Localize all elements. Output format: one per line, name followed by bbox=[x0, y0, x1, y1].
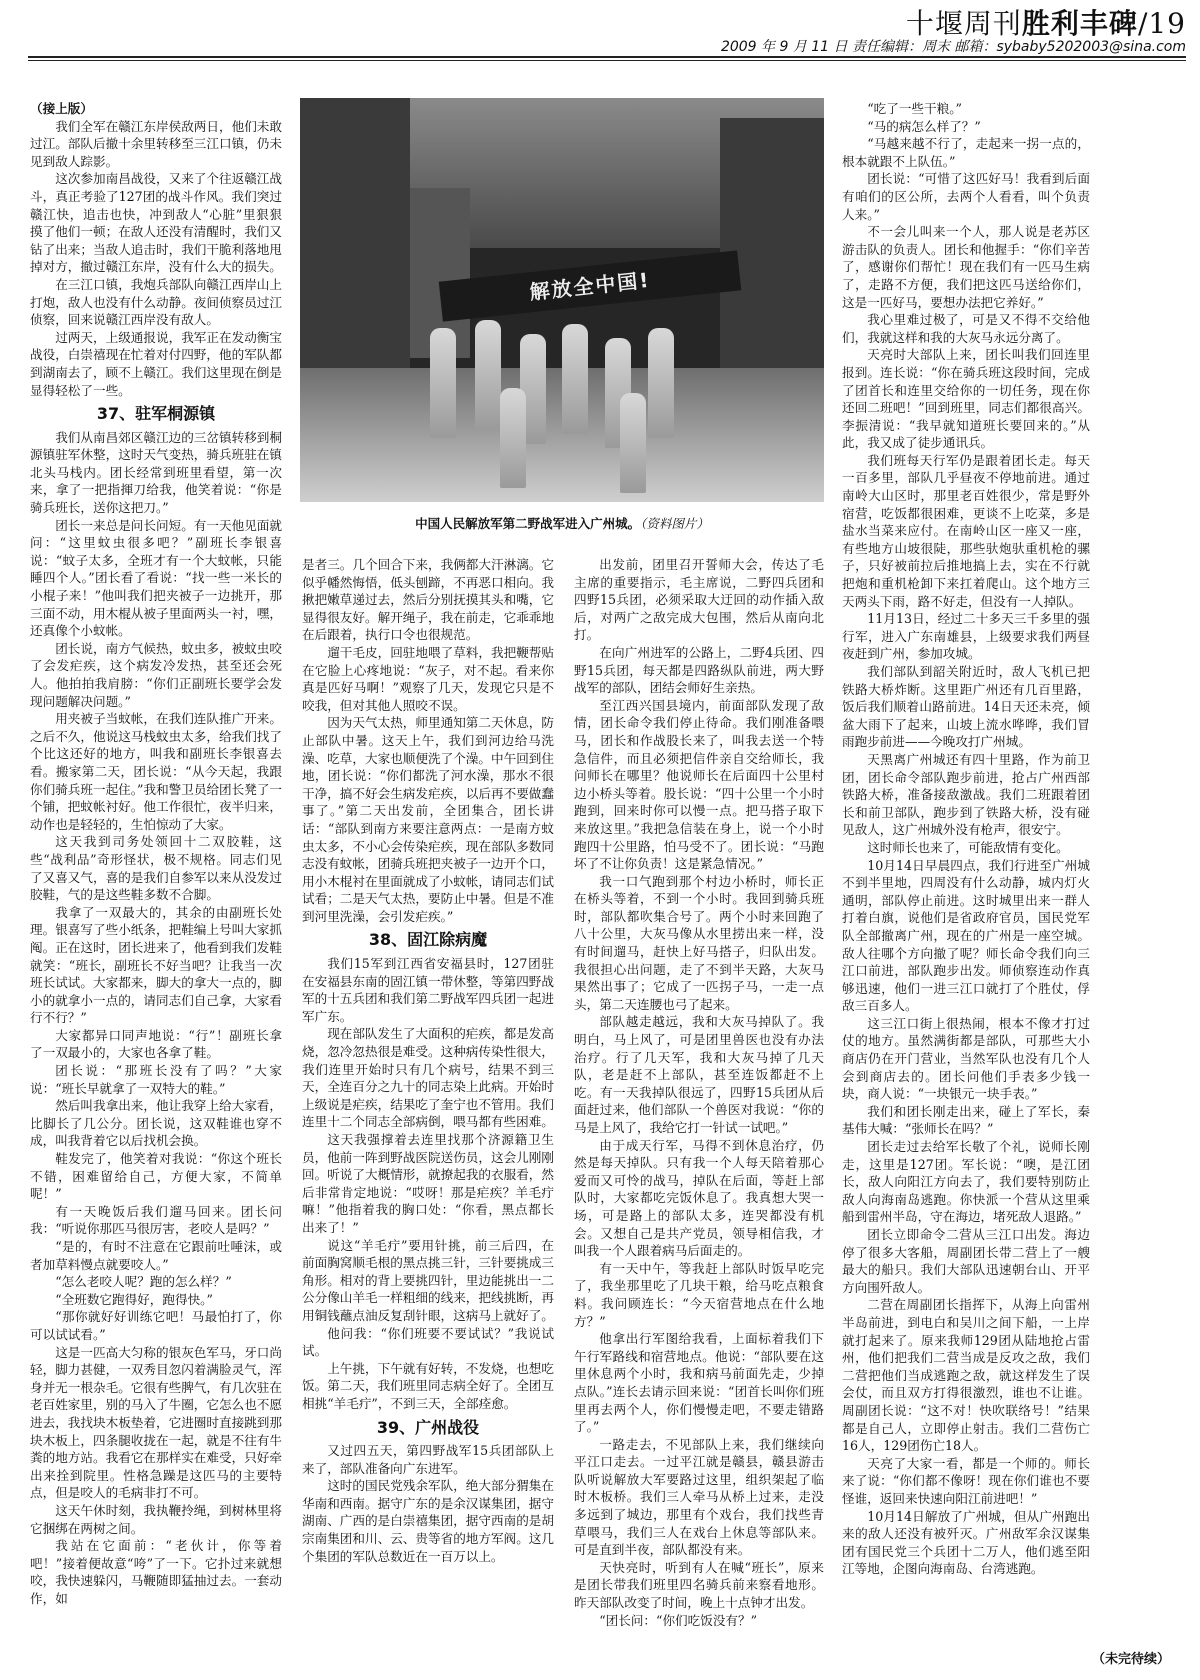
paragraph: 团长说，南方气候热，蚊虫多，被蚊虫咬了会发疟疾，这个病发冷发热，甚至还会死人。他拍拍我肩膀：“你们正副班长要学会发现问题解决问题。” bbox=[30, 640, 282, 709]
paragraph: 我们从南昌郊区赣江边的三岔镇转移到桐源镇驻军休整，这时天气变热，骑兵班驻在镇北头马栈内。团长经常到班里看望，第一次来，拿了一把指揮刀给我，他笑着说：“你是骑兵班长，送你这把刀。” bbox=[30, 429, 282, 516]
photo-source: （资料图片） bbox=[640, 516, 709, 531]
paragraph: 出发前，团里召开誓师大会，传达了毛主席的重要指示，毛主席说，二野四兵团和四野15兵团，必须采取大迂回的动作插入敌后，对两广之敌完成大包围，然后从南向北打。 bbox=[574, 557, 824, 643]
photo-caption bbox=[300, 514, 824, 532]
news-photo bbox=[300, 98, 824, 502]
paragraph: 天亮时大部队上来，团长叫我们回连里报到。连长说：“你在骑兵班这段时间，完成了团首长和连里交给你的一切任务，现在你还回二班吧！”回到班里，同志们都很高兴。李振清说：“我早就知道班长要回来的。”从此，我又成了徒步通讯兵。 bbox=[842, 347, 1090, 451]
paragraph: 大家都异口同声地说：“行”！副班长拿了一双最小的，大家也各拿了鞋。 bbox=[30, 1027, 282, 1061]
header-rule-thin bbox=[28, 60, 1186, 61]
paragraph: 这时师长也来了，可能敌情有变化。 bbox=[867, 839, 1069, 855]
paragraph: 上午挑，下午就有好转，不发烧，也想吃饭。第二天，我们班里同志病全好了。全团互相挑“羊毛疔”，不到三天，全部痊愈。 bbox=[302, 1360, 554, 1411]
paragraph: “全班数它跑得好，跑得快。” bbox=[55, 1291, 213, 1307]
paragraph: 一路走去，不见部队上来，我们继续向平江口走去。一过平江就是赣县，赣县游击队听说解放大军要路过这里，组织架起了临时木板桥。我们三人牵马从桥上过来，走没多远到了城边，那里有个戏台，我们找些青草喂马，我们三人在戏台上休息等部队来。可是直到半夜，部队都没有来。 bbox=[574, 1436, 824, 1558]
section-heading-37: 37、驻军桐源镇 bbox=[96, 404, 216, 424]
paragraph: 用夹被子当蚊帐，在我们连队推广开来。之后不久，他说这马栈蚊虫太多，给我们找了个比这还好的地方，叫我和副班长李银喜去看。搬家第二天，团长说：“从今天起，我跟你们骑兵班一起住。”我和警卫员给团长凳了一个铺，把蚊帐衬好。他工作很忙，夜半归来，动作也是轻轻的，生怕惊动了大家。 bbox=[30, 711, 282, 832]
continued-label: （接上版） bbox=[30, 101, 93, 116]
article-column-2 bbox=[302, 556, 554, 1656]
paragraph: 我拿了一双最大的，其余的由副班长处理。银喜写了些小纸条，把鞋编上号叫大家抓阄。正在这时，团长进来了，他看到我们发鞋就笑：“班长，副班长不好当吧？让我当一次班长试试。大家都来，脚大的拿大一点的，脚小的就拿小一点的，请同志们自己拿，大家看行不行？” bbox=[30, 904, 282, 1026]
paragraph: 这时的国民党残余军队，绝大部分猬集在华南和西南。据守广东的是余汉谋集团，据守湖南、广西的是白崇禧集团，据守西南的是胡宗南集团和川、云、贵等省的地方军阀。这几个集团的军队总数近在一百万以上。 bbox=[302, 1478, 554, 1564]
paragraph: 团长立即命令二营从三江口出发。海边停了很多大客船，周副团长带二营上了一艘最大的船只。我们大部队迅速朝台山、开平方向围歼敌人。 bbox=[842, 1227, 1090, 1295]
paragraph: 这是一匹高大匀称的银灰色军马，牙口尚轻，脚力甚健，一双秀目忽闪着满脸灵气，浑身并无一根杂毛。它很有些脾气，有几次驻在老百姓家里，别的马入了牛圈，它怎么也不愿进去，我找块木板垫着，它进圈时直接跳到那块木板上，四条腿收拢在一起，就是不往有牛粪的地方站。我看它在那样实在难受，只好牵出来拴到院里。性格急躁是这匹马的主要特点，但是咬人的毛病非打不可。 bbox=[30, 1344, 282, 1501]
photo-soldier bbox=[475, 320, 501, 430]
paragraph: 有一天中午，等我赶上部队时饭早吃完了，我坐那里吃了几块干粮，给马吃点粮食料。我问顾连长：“今天宿营地点在什么地方？” bbox=[574, 1260, 824, 1329]
photo-soldier bbox=[500, 388, 526, 488]
photo-soldier bbox=[562, 324, 588, 434]
paragraph: 在向广州进军的公路上，二野4兵团、四野15兵团，每天都是四路纵队前进，两大野战军的部队，团结会师好生亲热。 bbox=[574, 644, 824, 696]
paragraph: 10月14日解放了广州城，但从广州跑出来的敌人还没有被歼灭。广州敌军余汉谋集团有国民党三个兵团十二万人，他们逃至阳江等地，企图向海南岛、台湾逃跑。 bbox=[842, 1508, 1090, 1577]
paragraph: 不一会儿叫来一个人，那人说是老苏区游击队的负责人。团长和他握手：“你们辛苦了，感谢你们帮忙！现在我们有一匹马生病了，走路不方便，我们把这匹马送给你们，这是一匹好马，要想办法把它养好。” bbox=[842, 224, 1090, 310]
paragraph: 有一天晚饭后我们遛马回来。团长问我：“听说你那匹马很厉害，老咬人是吗？” bbox=[30, 1203, 282, 1237]
paragraph: 我们15军到江西省安福县时，127团驻在安福县东南的固江镇一带休整，等第四野战军的十五兵团和我们第二野战军四兵团一起进军广东。 bbox=[302, 956, 554, 1024]
paragraph: 他问我：“你们班要不要试试？”我说试试。 bbox=[302, 1325, 554, 1359]
article-column-3 bbox=[574, 556, 824, 1656]
paragraph: 11月13日，经过二十多天三千多里的强行军，进入广东南雄县，上级要求我们两昼夜赶到广州，参加攻城。 bbox=[842, 611, 1090, 662]
publication-name: 十堰周刊 bbox=[905, 7, 1022, 40]
paragraph: 我心里难过极了，可是又不得不交给他们，我就这样和我的大灰马永远分离了。 bbox=[842, 312, 1090, 345]
photo-soldier bbox=[620, 393, 646, 493]
paragraph: 天黑离广州城还有四十里路，作为前卫团，团长命令部队跑步前进，抢占广州西部铁路大桥，准备接敌激战。我们二班跟着团长和前卫部队，跑步到了铁路大桥，没有碰见敌人，这广州城外没有枪声，很安宁。 bbox=[842, 751, 1090, 838]
paragraph: 团长说：“那班长没有了吗？”大家说：“班长早就拿了一双特大的鞋。” bbox=[30, 1063, 282, 1096]
photo-soldier bbox=[430, 328, 456, 438]
paragraph: 现在部队发生了大面积的疟疾，都是发高烧，忽冷忽热很是难受。这种病传染性很大，我们连里开始时只有几个病号，结果不到三天，全连百分之九十的同志染上此病。开始时上级说是疟疾，结果吃了奎宁也不管用。我们连里十二个同志全部病倒，喂马都有些困难。 bbox=[302, 1026, 554, 1130]
paragraph: 然后叫我拿出来，他让我穿上给大家看，比脚长了几公分。团长说，这双鞋谁也穿不成，叫我背着它以后找机会换。 bbox=[30, 1098, 282, 1149]
paragraph: “马的病怎么样了？” bbox=[867, 118, 981, 134]
paragraph: 鞋发完了，他笑着对我说：“你这个班长不错，困难留给自己，方便大家，不简单呢！” bbox=[30, 1151, 282, 1202]
photo-soldier bbox=[648, 328, 674, 438]
paragraph: 我们班每天行军仍是跟着团长走。每天一百多里，部队几乎昼夜不停地前进。通过南岭大山区时，那里老百姓很少，常是野外宿营，吃饭都很困难，更谈不上吃菜，多是盐水当菜来应付。在南岭山区一座又一座，有些地方山坡很陡，那些驮炮驮重机枪的骡子，只好被前拉后推地搞上去，实在不行就把炮和重机枪卸下来扛着爬山。这个地方三天两头下雨，路不好走，但没有一人掉队。 bbox=[842, 452, 1090, 609]
paragraph: 说这“羊毛疔”要用针挑，前三后四，在前面胸窝顺毛根的黑点挑三针，三针要挑成三角形。相对的背上要挑四针，里边能挑出一二公分像山羊毛一样粗细的线来，把线挑断，再用铜钱蘸点油反复刮针眼，这病马上就好了。 bbox=[302, 1237, 554, 1323]
paragraph: 10月14日早晨四点，我们行进至广州城不到半里地，四周没有什么动静，城内灯火通明，部队停止前进。这时城里出来一群人打着白旗，说他们是省政府官员，国民党军队全部撤离广州，现在的广州是一座空城。敌人往哪个方向撤了呢？师长命令我们向三江口前进，部队跑步出发。师侦察连动作真够迅速，他们一进三江口就打了个胜仗，俘敌三百多人。 bbox=[842, 857, 1090, 1014]
paragraph: 又过四五天，第四野战军15兵团部队上来了，部队准备向广东进军。 bbox=[302, 1443, 554, 1476]
paragraph: 由于成天行军，马得不到休息治疗，仍然是每天掉队。只有我一个人每天陪着那心爱而又可怜的战马，掉队在后面，等赶上部队时，大家都吃完饭休息了。我真想大哭一场，可是路上的部队太多，连哭都没有机会。又想自己是共产党员，领导相信我，才叫我一个人跟着病马后面走的。 bbox=[574, 1137, 824, 1259]
page-number: /19 bbox=[1137, 7, 1186, 40]
paragraph: “怎么老咬人呢？跑的怎么样？” bbox=[55, 1274, 232, 1290]
paragraph: 二营在周副团长指挥下，从海上向雷州半岛前进，到电白和吴川之间下船，一上岸就打起来了。原来我师129团从陆地抢占雷州，他们把我们二营当成是反攻之敌，我们二营把他们当成逃跑之敌，就这样发生了误会仗，而且双方打得很激烈，谁也不让谁。周副团长说：“这不对！快吹联络号！”结果都是自己人，立即停止射击。我们二营伤亡16人，129团伤亡18人。 bbox=[842, 1297, 1090, 1454]
paragraph: 这次参加南昌战役，又来了个往返赣江战斗，真正考验了127团的战斗作风。我们突过赣江快，追击也快，冲到敌人“心脏”里狠狠摸了他们一顿；在敌人还没有清醒时，我们又钻了出来；当敌人追击时，我们干脆利落地甩掉对方，撤过赣江东岸，没有什么大的损失。 bbox=[30, 171, 282, 275]
paragraph: 团长说：“可惜了这匹好马！我看到后面有咱们的区公所，去两个人看看，叫个负责人来。” bbox=[842, 171, 1090, 222]
paragraph: 在三江口镇，我炮兵部队向赣江西岸山上打炮，敌人也没有什么动静。夜间侦察员过江侦察，回来说赣江西岸没有敌人。 bbox=[30, 276, 282, 328]
paragraph: “马越来越不行了，走起来一拐一点的，根本就跟不上队伍。” bbox=[842, 136, 1090, 169]
article-column-1 bbox=[30, 100, 282, 1655]
paragraph: 团长一来总是问长问短。有一天他见面就问：“这里蚊虫很多吧？”副班长李银喜说：“蚊子太多，全班才有一个大蚊帐，只能睡四个人。”团长看了看说：“找一些一米长的小棍子来！”他叫我们把夹被子一边挑开，那三面不动，用木棍从被子里面两头一衬，嘿，还真像个小蚊帐。 bbox=[30, 517, 282, 639]
photo-banner: 解放全中国! bbox=[439, 250, 742, 321]
paragraph: 这天午休时刻，我执鞭拎绳，到树林里将它捆绑在两树之间。 bbox=[30, 1502, 282, 1536]
paragraph: 过两天，上级通报说，我军正在发动衡宝战役，白崇禧现在忙着对付四野，他的军队都到湖南去了，顾不上赣江。我们这里现在倒是显得轻松了一些。 bbox=[30, 329, 282, 398]
paragraph: 我们部队到韶关附近时，敌人飞机已把铁路大桥炸断。这里距广州还有几百里路，饭后我们顺着山路前进。14日天还未亮，倾盆大雨下了起来，山坡上流水哗哗，我们冒雨跑步前进——今晚攻打广州城。 bbox=[842, 664, 1090, 750]
paragraph: 部队越走越远，我和大灰马掉队了。我明白，马上风了，可是团里兽医也没有办法治疗。行了几天军，我和大灰马掉了几天队，老是赶不上部队，甚至连饭都赶不上吃。有一天我掉队很远了，四野15兵团从后面赶过来，他们部队一个兽医对我说：“你的马是上风了，我给它打一针试一试吧。” bbox=[574, 1014, 824, 1135]
photo-building-left bbox=[300, 98, 410, 388]
paragraph: 他拿出行军图给我看，上面标着我们下午行军路线和宿营地点。他说：“部队要在这里休息两个小时，我和病马前面先走，少掉点队。”连长去请示回来说：“团首长叫你们班里再去两个人，你们慢慢走吧，不要走错路了。” bbox=[574, 1331, 824, 1435]
paragraph: “是的，有时不注意在它跟前吐唾沫，或者加草料慢点就要咬人。” bbox=[30, 1239, 282, 1272]
header-rule bbox=[28, 56, 1186, 58]
article-column-4 bbox=[842, 100, 1090, 1655]
paragraph: 是者三。几个回合下来，我俩都大汗淋漓。它似乎幡然悔悟，低头刨蹄，不再恶口相向。我揪把嫩草递过去，然后分别抚摸其头和嘴，它显得很友好。解开绳子，我在前走，它乖乖地在后跟着，执行口令也很规范。 bbox=[302, 557, 554, 643]
section-heading-38: 38、固江除病魔 bbox=[368, 930, 488, 950]
paragraph: 至江西兴国县境内，前面部队发现了敌情，团长命令我们停止待命。我们刚准备喂马，团长和作战股长来了，叫我去送一个特急信件，而且必须把信件亲自交给师长，我问师长在哪里？他说师长在后面四十公里村边小桥头等着。股长说：“四十公里一个小时跑到，回来时你可以慢一点。把马搭子取下来放这里。”我把急信装在身上，说一个小时跑四十公里路，怕马受不了。团长说：“马跑坏了不让你负责！这是紧急情况。” bbox=[574, 697, 824, 872]
paragraph: “团长问：“你们吃饭没有？” bbox=[599, 1612, 758, 1628]
paragraph: “那你就好好训练它吧！马最怕打了，你可以试试看。” bbox=[30, 1309, 282, 1342]
paragraph: 天亮了大家一看，都是一个师的。师长来了说：“你们都不像呀！现在你们谁也不要怪谁，返回来快速向阳江前进吧！” bbox=[842, 1455, 1090, 1506]
paragraph: 遛干毛皮，回驻地喂了草料，我把鞭帮贴在它脸上心疼地说：“灰子，对不起。看来你真是匹好马啊！”观察了几天，发现它只是不咬我，但对其他人照咬不误。 bbox=[302, 644, 554, 713]
paragraph: 因为天气太热，师里通知第二天休息，防止部队中暑。这天上午，我们到河边给马洗澡、吃草，大家也顺便洗了个澡。中午回到住地，团长说：“你们都洗了河水澡，那水不很干净，搞不好会生病发疟疾，以后再不要做蠢事了。”第二天出发前，全团集合，团长讲话：“部队到南方来要注意两点：一是南方蚊虫太多，不小心会传染疟疾，现在部队多数同志没有蚊帐，团骑兵班把夹被子一边开个口，用小木棍衬在里面就成了小蚊帐，请同志们试试看；二是天气太热，要防止中暑。但是不准到河里洗澡，会引发疟疾。” bbox=[302, 715, 554, 924]
paragraph: “吃了一些干粮。” bbox=[867, 101, 962, 116]
dateline: 2009 年 9 月 11 日 责任编辑：周末 邮箱：sybaby5202003@sina.com bbox=[720, 39, 1186, 55]
paragraph: 我们全军在赣江东岸侯敌两日，他们未敢过江。部队后撤十余里转移至三江口镇，仍未见到敌人踪影。 bbox=[30, 118, 282, 169]
paragraph: 天快亮时，听到有人在喊“班长”，原来是团长带我们班里四名骑兵前来察看地形。昨天部队改变了时间，晚上十点钟才出发。 bbox=[574, 1559, 824, 1611]
paragraph: 我站在它面前：“老伙计，你等着吧！”接着便故意“咵”了一下。它扑过来就想咬，我快速躲闪，马鞭随即猛抽过去。一套动作，如 bbox=[30, 1538, 282, 1606]
to-be-continued: （未完待续） bbox=[1091, 1652, 1170, 1667]
paragraph: 我一口气跑到那个村边小桥时，师长正在桥头等着，不到一个小时。我回到骑兵班时，部队都吹集合号了。两个小时来回跑了八十公里，大灰马像从水里捞出来一样，没有时间遛马，赶快上好马搭子，归队出发。我很担心出问题，走了不到半天路，大灰马果然出事了；它成了一匹拐子马，一走一点头，第二天连腰也弓了起来。 bbox=[574, 873, 824, 1012]
section-name: 胜利丰碑 bbox=[1021, 7, 1138, 40]
paragraph: 这天我强撑着去连里找那个济源籍卫生员，他前一阵到野战医院送伤员，这会儿刚刚回。听说了大概情形，就撩起我的衣服看，然后非常肯定地说：“哎呀！那是疟疾？羊毛疔嘛！”他指着我的胸口处：“你看，黑点都长出来了！” bbox=[302, 1132, 554, 1235]
paragraph: 团长走过去给军长敬了个礼，说师长刚走，这里是127团。军长说：“噢，是江团长，敌人向阳江方向去了，我们要特别防止敌人向海南岛逃跑。你快派一个营从这里乘船到雷州半岛，守在海边，堵死敌人退路。” bbox=[842, 1139, 1090, 1225]
section-heading-39: 39、广州战役 bbox=[376, 1417, 480, 1437]
photo-caption-text: 中国人民解放军第二野战军进入广州城。 bbox=[415, 516, 641, 531]
paragraph: 这三江口街上很热闹，根本不像才打过仗的地方。虽然满街都是部队，可那些大小商店仍在开门营业，当然军队也没有几个人会到商店去的。团长问他们手表多少钱一块，商人说：“一块银元一块手表。” bbox=[842, 1015, 1090, 1102]
paragraph: 我们和团长刚走出来，碰上了军长，秦基伟大喊：“张师长在吗？” bbox=[842, 1103, 1090, 1137]
paragraph: 这天我到司务处领回十二双胶鞋，这些“战利品”奇形怪状，极不规格。同志们见了又喜又气，喜的是我们自参军以来从没发过胶鞋，气的是这些鞋多数不合脚。 bbox=[30, 834, 282, 903]
